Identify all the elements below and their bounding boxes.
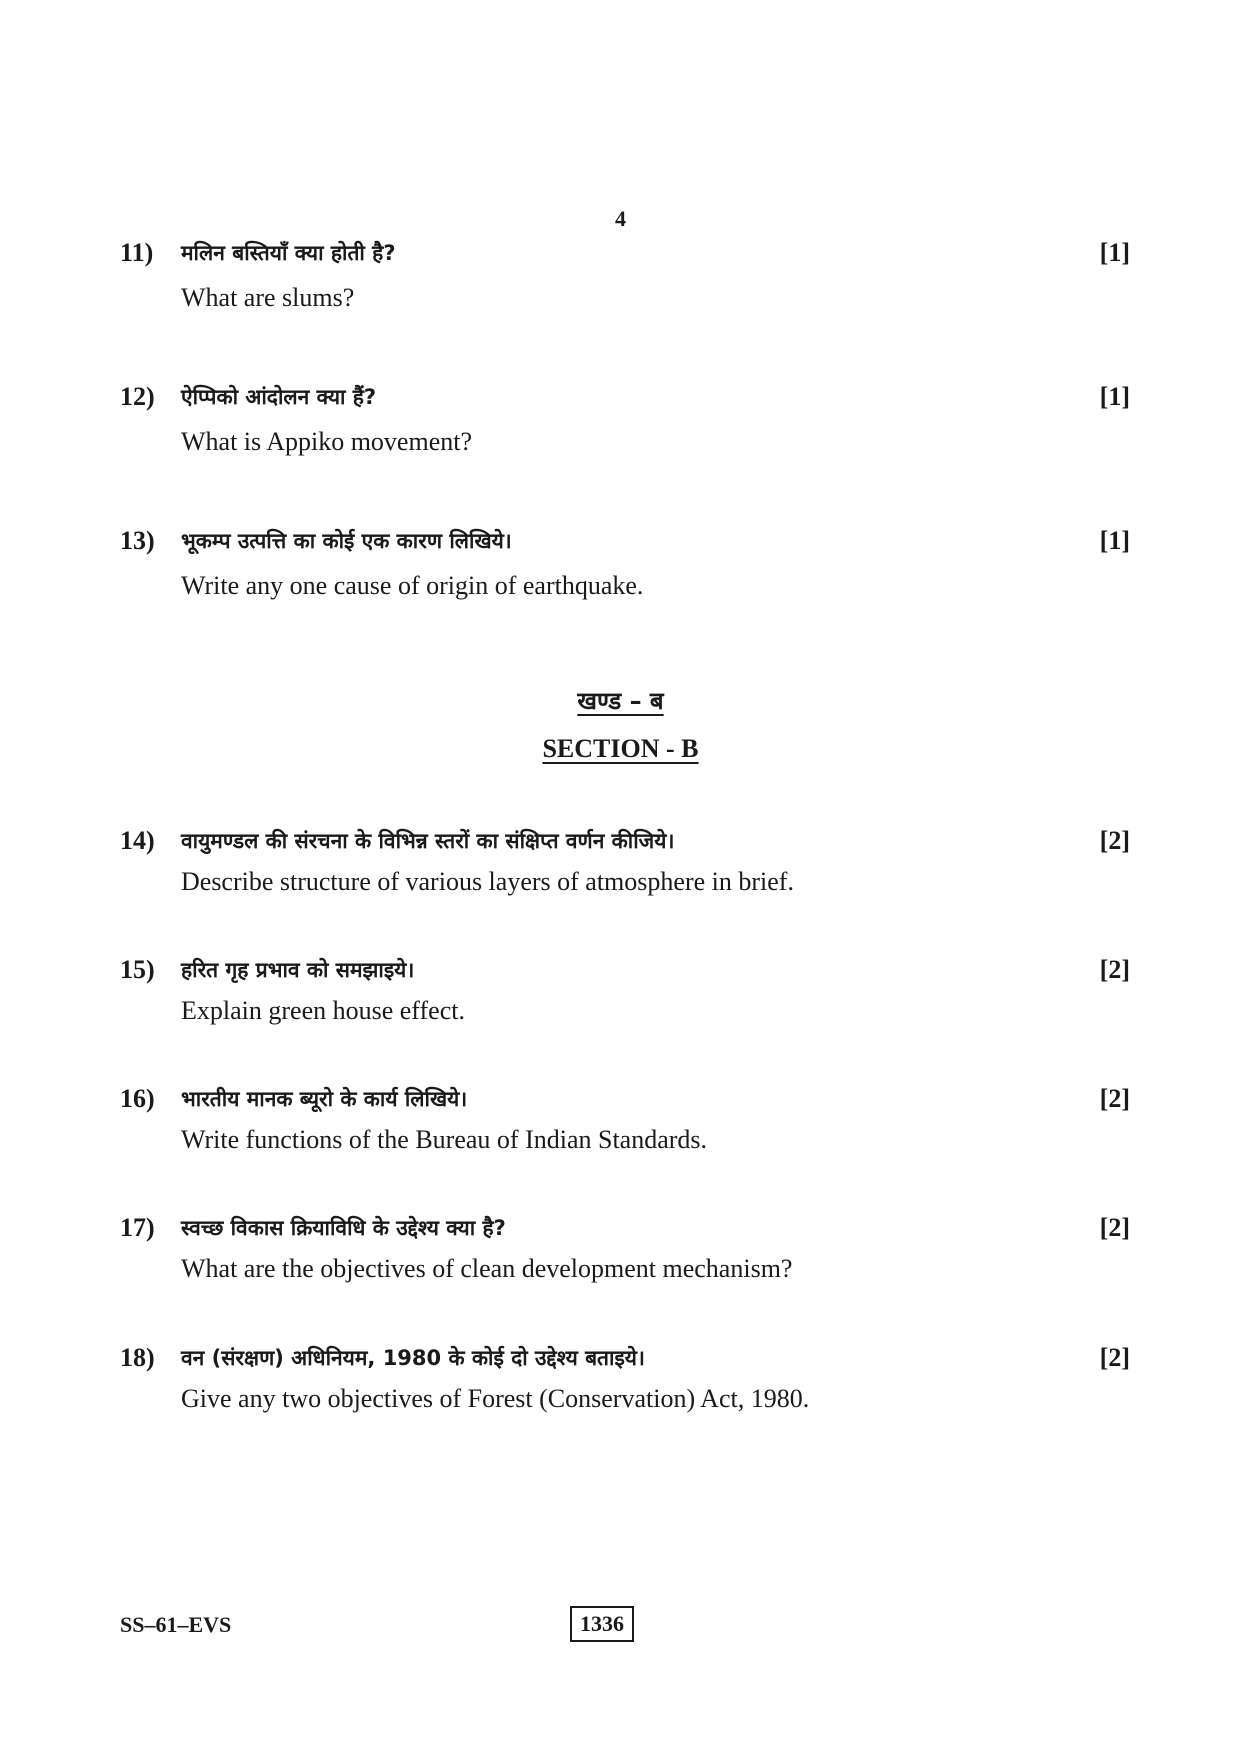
section-heading-hindi: खण्ड – ब (577, 687, 664, 715)
question-12 (120, 380, 1130, 459)
question-marks: [2] (1099, 1343, 1130, 1372)
question-marks: [1] (1099, 526, 1130, 555)
question-text-english: Write functions of the Bureau of Indian Standards. (181, 1125, 708, 1154)
question-text-english: Explain green house effect. (181, 996, 465, 1025)
page-number: 4 (615, 206, 626, 231)
paper-code: SS–61–EVS (120, 1612, 232, 1637)
question-text-hindi: स्वच्छ विकास क्रियाविधि के उद्देश्य क्या है? (181, 1216, 506, 1240)
question-text-english: What is Appiko movement? (181, 427, 473, 456)
question-11 (120, 236, 1130, 315)
question-text-english: Write any one cause of origin of earthquake. (181, 571, 644, 600)
question-text-english: Describe structure of various layers of atmosphere in brief. (181, 867, 794, 896)
question-14 (120, 824, 1130, 899)
question-marks: [2] (1099, 1084, 1130, 1113)
question-text-hindi: ऐप्पिको आंदोलन क्या हैं? (181, 385, 377, 409)
question-13 (120, 524, 1130, 603)
question-marks: [2] (1099, 1213, 1130, 1242)
question-number: 11) (120, 238, 154, 267)
question-text-hindi: मलिन बस्तियाँ क्या होती है? (181, 241, 396, 265)
question-number: 17) (120, 1213, 155, 1242)
question-number: 14) (120, 826, 155, 855)
question-number: 15) (120, 955, 155, 984)
question-number: 13) (120, 526, 155, 555)
question-text-hindi: भारतीय मानक ब्यूरो के कार्य लिखिये। (181, 1087, 468, 1111)
section-heading: SECTION - B (542, 734, 699, 763)
question-15 (120, 953, 1130, 1028)
question-text-hindi: हरित गृह प्रभाव को समझाइये। (181, 958, 415, 982)
question-marks: [2] (1099, 955, 1130, 984)
question-marks: [1] (1099, 238, 1130, 267)
question-18 (120, 1341, 1130, 1416)
question-16 (120, 1082, 1130, 1157)
boxed-page-code: 1336 (570, 1606, 634, 1642)
question-number: 16) (120, 1084, 155, 1113)
question-marks: [2] (1099, 826, 1130, 855)
question-text-english: What are slums? (181, 283, 355, 312)
question-text-hindi: वायुमण्डल की संरचना के विभिन्न स्तरों का संक्षिप्त वर्णन कीजिये। (181, 829, 675, 853)
question-17 (120, 1211, 1130, 1286)
question-text-english: Give any two objectives of Forest (Conservation) Act, 1980. (181, 1384, 810, 1413)
question-text-english: What are the objectives of clean development mechanism? (181, 1254, 793, 1283)
question-number: 12) (120, 382, 155, 411)
question-text-hindi: भूकम्प उत्पत्ति का कोई एक कारण लिखिये। (181, 529, 512, 553)
question-text-hindi: वन (संरक्षण) अधिनियम, 1980 के कोई दो उद्देश्य बताइये। (181, 1346, 645, 1370)
question-number: 18) (120, 1343, 155, 1372)
question-marks: [1] (1099, 382, 1130, 411)
